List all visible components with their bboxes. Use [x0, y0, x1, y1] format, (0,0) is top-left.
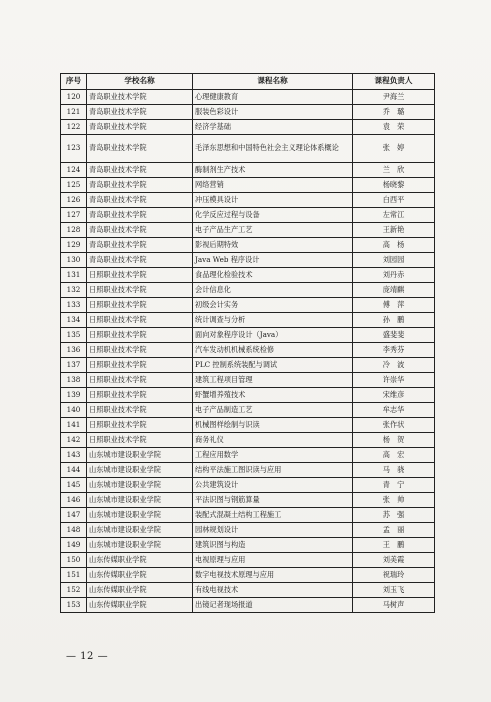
- row-school-name: 青岛职业技术学院: [87, 208, 193, 223]
- row-school-name: 青岛职业技术学院: [87, 193, 193, 208]
- row-school-name: 山东城市建设职业学院: [87, 523, 193, 538]
- row-school-name: 日照职业技术学院: [87, 298, 193, 313]
- row-serial-number: 139: [61, 388, 87, 403]
- row-school-name: 山东传媒职业学院: [87, 583, 193, 598]
- row-school-name: 山东传媒职业学院: [87, 553, 193, 568]
- row-course-lead: 马 骁: [353, 463, 435, 478]
- row-course-lead: 白西平: [353, 193, 435, 208]
- row-serial-number: 151: [61, 568, 87, 583]
- row-course-name: 出镜记者现场报道: [193, 598, 353, 613]
- table-row: [61, 448, 435, 463]
- row-serial-number: 123: [61, 135, 87, 163]
- row-course-name: 园林规划设计: [193, 523, 353, 538]
- table-row: [61, 358, 435, 373]
- row-course-name: 心理健康教育: [193, 90, 353, 105]
- row-course-lead: 宋维彦: [353, 388, 435, 403]
- row-serial-number: 136: [61, 343, 87, 358]
- table-row: [61, 105, 435, 120]
- row-serial-number: 132: [61, 283, 87, 298]
- row-course-lead: 王新艳: [353, 223, 435, 238]
- table-row: [61, 90, 435, 105]
- row-course-lead: 傅 萍: [353, 298, 435, 313]
- row-course-lead: 孙 鹏: [353, 313, 435, 328]
- row-course-name: 商务礼仪: [193, 433, 353, 448]
- table-row: [61, 388, 435, 403]
- row-school-name: 日照职业技术学院: [87, 418, 193, 433]
- row-course-name: 食品理化检验技术: [193, 268, 353, 283]
- header-serial-number: 序号: [61, 74, 87, 90]
- row-serial-number: 128: [61, 223, 87, 238]
- row-school-name: 青岛职业技术学院: [87, 105, 193, 120]
- row-course-name: 统计调查与分析: [193, 313, 353, 328]
- row-serial-number: 152: [61, 583, 87, 598]
- row-school-name: 山东城市建设职业学院: [87, 493, 193, 508]
- row-serial-number: 149: [61, 538, 87, 553]
- row-serial-number: 120: [61, 90, 87, 105]
- row-course-lead: 马树声: [353, 598, 435, 613]
- row-school-name: 山东传媒职业学院: [87, 568, 193, 583]
- table-row: [61, 478, 435, 493]
- row-course-lead: 李秀芬: [353, 343, 435, 358]
- table-row: [61, 313, 435, 328]
- table-row: [61, 238, 435, 253]
- row-school-name: 日照职业技术学院: [87, 358, 193, 373]
- row-course-name: 电子产品制造工艺: [193, 403, 353, 418]
- row-course-lead: 袁 荣: [353, 120, 435, 135]
- row-school-name: 日照职业技术学院: [87, 313, 193, 328]
- row-serial-number: 144: [61, 463, 87, 478]
- row-course-name: 工程应用数学: [193, 448, 353, 463]
- header-course-lead: 课程负责人: [353, 74, 435, 90]
- row-school-name: 青岛职业技术学院: [87, 90, 193, 105]
- row-school-name: 青岛职业技术学院: [87, 120, 193, 135]
- row-serial-number: 138: [61, 373, 87, 388]
- row-course-lead: 高 杨: [353, 238, 435, 253]
- row-school-name: 日照职业技术学院: [87, 403, 193, 418]
- row-serial-number: 140: [61, 403, 87, 418]
- row-course-name: PLC 控制系统装配与调试: [193, 358, 353, 373]
- row-serial-number: 127: [61, 208, 87, 223]
- row-school-name: 青岛职业技术学院: [87, 178, 193, 193]
- row-course-lead: 祝瑞玲: [353, 568, 435, 583]
- table-row: [61, 568, 435, 583]
- row-serial-number: 142: [61, 433, 87, 448]
- row-school-name: 青岛职业技术学院: [87, 253, 193, 268]
- row-school-name: 青岛职业技术学院: [87, 238, 193, 253]
- row-serial-number: 126: [61, 193, 87, 208]
- row-course-lead: 高 宏: [353, 448, 435, 463]
- table-row: [61, 463, 435, 478]
- row-serial-number: 134: [61, 313, 87, 328]
- row-serial-number: 146: [61, 493, 87, 508]
- row-course-lead: 盛斐斐: [353, 328, 435, 343]
- row-course-lead: 张 帅: [353, 493, 435, 508]
- table-body: [61, 90, 435, 613]
- row-course-name: 化学反应过程与设备: [193, 208, 353, 223]
- row-course-name: 电视原理与应用: [193, 553, 353, 568]
- row-school-name: 青岛职业技术学院: [87, 223, 193, 238]
- course-table: [60, 73, 435, 613]
- row-serial-number: 137: [61, 358, 87, 373]
- row-course-lead: 杨 贺: [353, 433, 435, 448]
- row-serial-number: 122: [61, 120, 87, 135]
- table-row: [61, 403, 435, 418]
- row-course-name: 机械图样绘制与识读: [193, 418, 353, 433]
- row-course-name: 公共建筑设计: [193, 478, 353, 493]
- row-course-name: 冲压模具设计: [193, 193, 353, 208]
- row-course-lead: 尹海兰: [353, 90, 435, 105]
- row-school-name: 日照职业技术学院: [87, 343, 193, 358]
- table-row: [61, 538, 435, 553]
- row-school-name: 山东城市建设职业学院: [87, 508, 193, 523]
- table-row: [61, 283, 435, 298]
- table-row: [61, 223, 435, 238]
- row-serial-number: 145: [61, 478, 87, 493]
- row-serial-number: 153: [61, 598, 87, 613]
- row-school-name: 日照职业技术学院: [87, 433, 193, 448]
- row-school-name: 日照职业技术学院: [87, 373, 193, 388]
- row-course-name: 网络营销: [193, 178, 353, 193]
- header-school-name: 学校名称: [87, 74, 193, 90]
- row-course-name: 建筑识图与构造: [193, 538, 353, 553]
- row-serial-number: 135: [61, 328, 87, 343]
- table-row: [61, 493, 435, 508]
- row-serial-number: 124: [61, 163, 87, 178]
- header-course-name: 课程名称: [193, 74, 353, 90]
- table-row: [61, 583, 435, 598]
- table-row: [61, 135, 435, 163]
- row-school-name: 青岛职业技术学院: [87, 135, 193, 163]
- table-row: [61, 418, 435, 433]
- row-course-lead: 乔 璐: [353, 105, 435, 120]
- row-serial-number: 141: [61, 418, 87, 433]
- row-serial-number: 148: [61, 523, 87, 538]
- row-course-name: 经济学基础: [193, 120, 353, 135]
- table-row: [61, 268, 435, 283]
- page-number: — 12 —: [66, 651, 109, 662]
- table-row: [61, 253, 435, 268]
- row-course-lead: 庞靖麒: [353, 283, 435, 298]
- table-row: [61, 523, 435, 538]
- table-row: [61, 373, 435, 388]
- row-school-name: 青岛职业技术学院: [87, 163, 193, 178]
- table-row: [61, 163, 435, 178]
- row-school-name: 山东城市建设职业学院: [87, 463, 193, 478]
- row-course-lead: 左常江: [353, 208, 435, 223]
- row-school-name: 日照职业技术学院: [87, 328, 193, 343]
- row-course-lead: 许崇华: [353, 373, 435, 388]
- row-course-lead: 张 婷: [353, 135, 435, 163]
- table-row: [61, 343, 435, 358]
- row-serial-number: 121: [61, 105, 87, 120]
- row-course-lead: 冷 波: [353, 358, 435, 373]
- row-course-name: 电子产品生产工艺: [193, 223, 353, 238]
- row-course-name: 初级会计实务: [193, 298, 353, 313]
- row-course-name: 汽车发动机机械系统检修: [193, 343, 353, 358]
- row-course-name: 建筑工程项目管理: [193, 373, 353, 388]
- table-row: [61, 433, 435, 448]
- table-row: [61, 120, 435, 135]
- row-course-lead: 刘美霞: [353, 553, 435, 568]
- row-serial-number: 131: [61, 268, 87, 283]
- row-course-name: 服装色彩设计: [193, 105, 353, 120]
- row-course-lead: 王 鹏: [353, 538, 435, 553]
- row-course-name: 酶制剂生产技术: [193, 163, 353, 178]
- table-row: [61, 208, 435, 223]
- table-row: [61, 598, 435, 613]
- row-course-lead: 刘玉飞: [353, 583, 435, 598]
- row-course-lead: 苏 强: [353, 508, 435, 523]
- row-course-name: 毛泽东思想和中国特色社会主义理论体系概论: [193, 135, 353, 163]
- row-serial-number: 147: [61, 508, 87, 523]
- row-serial-number: 133: [61, 298, 87, 313]
- row-serial-number: 129: [61, 238, 87, 253]
- row-course-name: 会计信息化: [193, 283, 353, 298]
- table-row: [61, 508, 435, 523]
- row-school-name: 山东城市建设职业学院: [87, 478, 193, 493]
- row-course-name: Java Web 程序设计: [193, 253, 353, 268]
- row-serial-number: 150: [61, 553, 87, 568]
- row-school-name: 山东传媒职业学院: [87, 598, 193, 613]
- table-row: [61, 553, 435, 568]
- row-course-lead: 兰 欣: [353, 163, 435, 178]
- table-row: [61, 193, 435, 208]
- row-course-name: 有线电视技术: [193, 583, 353, 598]
- row-course-name: 影视后期特效: [193, 238, 353, 253]
- row-school-name: 日照职业技术学院: [87, 283, 193, 298]
- row-school-name: 日照职业技术学院: [87, 388, 193, 403]
- row-course-lead: 刘园园: [353, 253, 435, 268]
- row-course-lead: 刘丹赤: [353, 268, 435, 283]
- row-serial-number: 125: [61, 178, 87, 193]
- row-course-name: 装配式混凝土结构工程施工: [193, 508, 353, 523]
- row-course-name: 平法识图与钢筋算量: [193, 493, 353, 508]
- row-course-name: 虾蟹增养殖技术: [193, 388, 353, 403]
- row-school-name: 日照职业技术学院: [87, 268, 193, 283]
- row-serial-number: 130: [61, 253, 87, 268]
- row-serial-number: 143: [61, 448, 87, 463]
- row-course-lead: 牟志华: [353, 403, 435, 418]
- table-header-row: [61, 74, 435, 90]
- row-course-name: 数字电视技术原理与应用: [193, 568, 353, 583]
- row-course-name: 结构平法施工图识读与应用: [193, 463, 353, 478]
- table-row: [61, 298, 435, 313]
- row-course-lead: 杨晓黎: [353, 178, 435, 193]
- row-course-lead: 孟 丽: [353, 523, 435, 538]
- row-school-name: 山东城市建设职业学院: [87, 538, 193, 553]
- row-school-name: 山东城市建设职业学院: [87, 448, 193, 463]
- row-course-lead: 张作状: [353, 418, 435, 433]
- row-course-lead: 青 宁: [353, 478, 435, 493]
- row-course-name: 面向对象程序设计（Java）: [193, 328, 353, 343]
- table-row: [61, 178, 435, 193]
- table-row: [61, 328, 435, 343]
